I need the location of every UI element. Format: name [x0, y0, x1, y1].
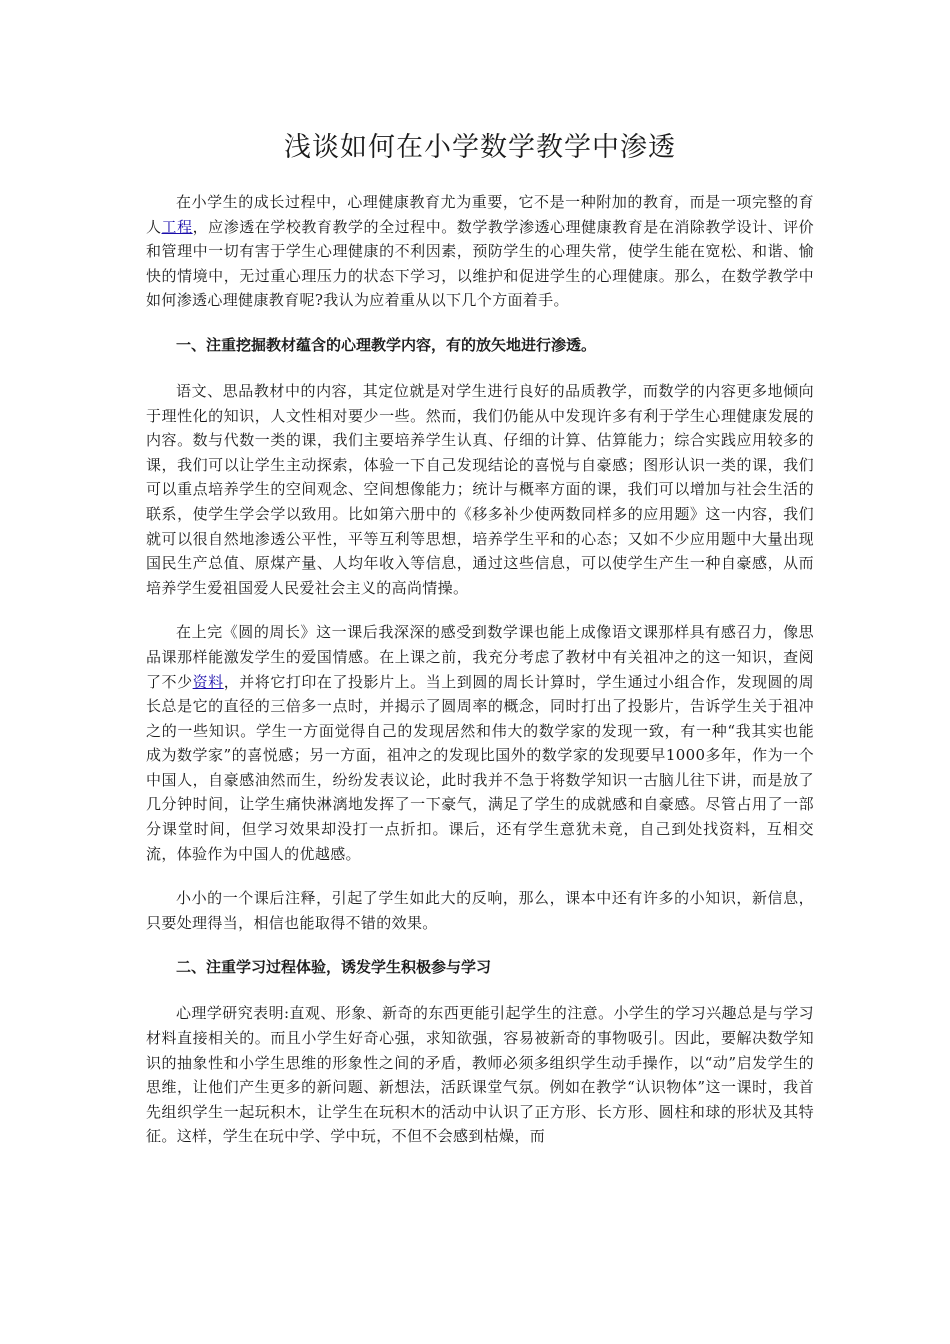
paragraph-psychology-research: 心理学研究表明:直观、形象、新奇的东西更能引起学生的注意。小学生的学习兴趣总是与学习材料直接相关的。而且小学生好奇心强，求知欲强，容易被新奇的事物吸引。因此，要解决数学知识的抽象性和小学生思维的形象性之间的矛盾，教师必须多组织学生动手操作，以“动”启发学生的思维，让他们产生更多的新问题、新想法，活跃课堂气氛。例如在教学“认识物体”这一课时，我首先组织学生一起玩积木，让学生在玩积木的活动中认识了正方形、长方形、圆柱和球的形状及其特征。这样，学生在玩中学、学中玩，不但不会感到枯燥，而: [146, 1004, 814, 1146]
paragraph-text: ，并将它打印在了投影片上。当上到圆的周长计算时，学生通过小组合作，发现圆的周长总是它的直径的三倍多一点时，并揭示了圆周率的概念，同时打出了投影片，告诉学生关于祖冲之的一些知识。学生一方面觉得自己的发现居然和伟大的数学家的发现一致，有一种“我其实也能成为数学家”的喜悦感；另一方面，祖冲之的发现比国外的数学家的发现要早1000多年，作为一个中国人，自豪感油然而生，纷纷发表议论，此时我并不急于将数学知识一古脑儿往下讲，而是放了几分钟时间，让学生痛快淋漓地发挥了一下豪气，满足了学生的成就感和自豪感。尽管占用了一部分课堂时间，但学习效果却没打一点折扣。课后，还有学生意犹未竟，自己到处找资料，互相交流，体验作为中国人的优越感。: [146, 672, 814, 863]
document-page: [146, 128, 814, 1169]
paragraph-text: 在小学生的成长过程中，心理健康教育尤为重要，它不是一种附加的教育，而是一项完整的育人: [146, 193, 814, 236]
document-title: 浅谈如何在小学数学教学中渗透: [284, 132, 676, 163]
paragraph-intro: [146, 190, 814, 313]
paragraph-text: ，应渗透在学校教育教学的全过程中。数学教学渗透心理健康教育是在消除教学设计、评价和管理中一切有害于学生心理健康的不利因素，预防学生的心理失常，使学生能在宽松、和谐、愉快的情境中，无过重心理压力的状态下学习，以维护和促进学生的心理健康。那么，在数学教学中如何渗透心理健康教育呢?我认为应着重从以下几个方面着手。: [146, 217, 814, 310]
paragraph-circle-circumference: [146, 620, 814, 866]
link-gongcheng[interactable]: 工程: [161, 217, 193, 236]
section-heading-2: 二、注重学习过程体验，诱发学生积极参与学习: [176, 958, 492, 977]
paragraph-text: 在上完《圆的周长》这一课后我深深的感受到数学课也能上成像语文课那样具有感召力，像思品课那样能激发学生的爱国情感。在上课之前，我充分考虑了教材中有关祖冲之的这一知识，查阅了不少: [146, 623, 814, 691]
link-ziliao[interactable]: 资料: [192, 672, 224, 691]
section-heading-1: 一、注重挖掘教材蕴含的心理教学内容，有的放矢地进行渗透。: [176, 335, 597, 354]
paragraph-small-note: 小小的一个课后注释，引起了学生如此大的反响，那么，课本中还有许多的小知识，新信息，只要处理得当，相信也能取得不错的效果。: [146, 889, 814, 932]
paragraph-textbook-content: 语文、思品教材中的内容，其定位就是对学生进行良好的品质教学，而数学的内容更多地倾向于理性化的知识，人文性相对要少一些。然而，我们仍能从中发现许多有利于学生心理健康发展的内容。数与代数一类的课，我们主要培养学生认真、仔细的计算、估算能力；综合实践应用较多的课，我们可以让学生主动探索，体验一下自己发现结论的喜悦与自豪感；图形认识一类的课，我们可以重点培养学生的空间观念、空间想像能力；统计与概率方面的课，我们可以增加与社会生活的联系，使学生学会学以致用。比如第六册中的《移多补少使两数同样多的应用题》这一内容，我们就可以很自然地渗透公平性，平等互利等思想，培养学生平和的心态；又如不少应用题中大量出现国民生产总值、原煤产量、人均年收入等信息，通过这些信息，可以使学生产生一种自豪感，从而培养学生爱祖国爱人民爱社会主义的高尚情操。: [146, 381, 814, 597]
